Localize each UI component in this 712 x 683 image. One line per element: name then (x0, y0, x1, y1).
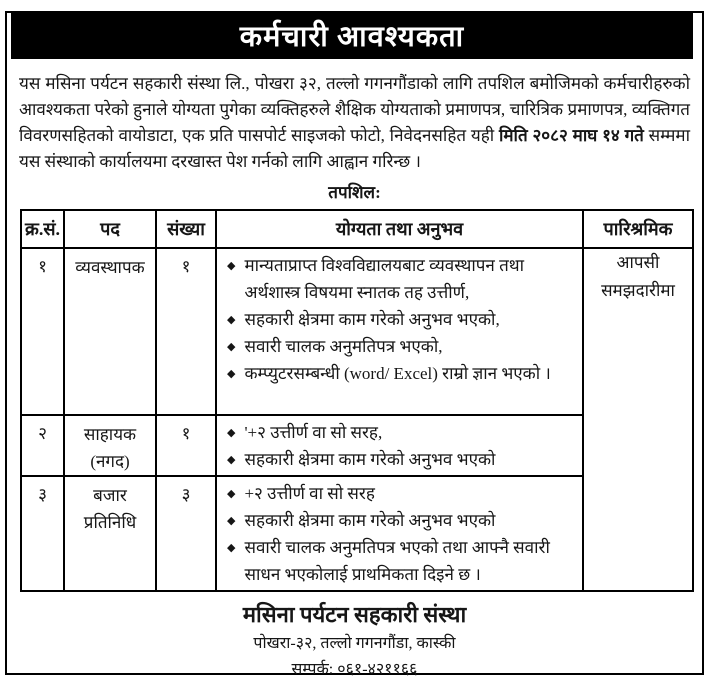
diamond-bullet-icon: ◆ (227, 453, 236, 466)
qualification-item (225, 446, 576, 473)
qualification-text: मान्यताप्राप्त विश्वविद्यालयबाट व्यवस्थापन तथा अर्थशास्त्र विषयमा स्नातक तह उत्तीर्ण, (244, 256, 525, 302)
cell-remuneration: आपसी समझदारीमा (583, 248, 693, 591)
header-post: पद (64, 210, 156, 248)
qualification-item (225, 252, 576, 306)
diamond-bullet-icon: ◆ (227, 367, 236, 380)
qualification-item (225, 507, 576, 534)
diamond-bullet-icon: ◆ (227, 259, 236, 272)
header-count: संख्या (156, 210, 216, 248)
org-address: पोखरा-३२, तल्लो गगनगौंडा, कास्की (253, 635, 456, 652)
qualification-text: सहकारी क्षेत्रमा काम गरेको अनुभव भएको (244, 511, 496, 530)
diamond-bullet-icon: ◆ (227, 514, 236, 527)
cell-count: ३ (156, 476, 216, 591)
table-row (21, 248, 693, 415)
table-header-row (21, 210, 693, 248)
qualification-text: +२ उत्तीर्ण वा सो सरह (244, 484, 375, 503)
qualification-text: सहकारी क्षेत्रमा काम गरेको अनुभव भएको, (244, 310, 500, 329)
diamond-bullet-icon: ◆ (227, 313, 236, 326)
qualification-item (225, 360, 576, 387)
qualification-text: '+२ उत्तीर्ण वा सो सरह, (244, 423, 383, 442)
document-frame (5, 11, 704, 678)
cell-sn: ३ (21, 476, 64, 591)
qualification-list (216, 415, 583, 476)
diamond-bullet-icon: ◆ (227, 541, 236, 554)
qualification-item (225, 534, 576, 588)
intro-text-before-date: यस मसिना पर्यटन सहकारी संस्था लि., पोखरा ३२, तल्लो गगनगौंडाको लागि तपशिल बमोजिमको कर्मचारीहरुको आवश्यकता परेको हुनाले योग्यता पुगेका व्यक्तिहरुले शैक्षिक योग्यताको प्रमाणपत्र, चारित्रिक प्रमाणपत्र, व्यक्तिगत विवरणसहितको वायोडाटा, एक प्रति पासपोर्ट साइजको फोटो, निवेदनसहित यही (19, 74, 690, 145)
cell-post: बजार प्रतिनिधि (64, 476, 156, 591)
org-contact: सम्पर्क: ०६१-४२११६६ (291, 661, 418, 678)
header-sn: क्र.सं. (21, 210, 64, 248)
cell-post: व्यवस्थापक (64, 248, 156, 415)
footer (7, 600, 702, 683)
qualification-list (216, 476, 583, 591)
diamond-bullet-icon: ◆ (227, 340, 236, 353)
qualification-list (216, 248, 583, 415)
header-qualification: योग्यता तथा अनुभव (216, 210, 583, 248)
qualification-text: कम्प्युटरसम्बन्धी (word/ Excel) राम्रो ज्ञान भएको । (244, 364, 551, 383)
deadline-date: मिति २०८२ माघ १४ गते (498, 126, 644, 145)
cell-count: १ (156, 248, 216, 415)
title-bar (11, 11, 693, 59)
details-label: तपशिल: (328, 183, 381, 202)
notice-title: कर्मचारी आवश्यकता (239, 20, 465, 53)
intro-paragraph (19, 71, 690, 175)
org-name: मसिना पर्यटन सहकारी संस्था (242, 602, 467, 627)
diamond-bullet-icon: ◆ (227, 426, 236, 439)
cell-count: १ (156, 415, 216, 476)
diamond-bullet-icon: ◆ (227, 487, 236, 500)
qualification-item (225, 480, 576, 507)
qualification-text: सवारी चालक अनुमतिपत्र भएको तथा आफ्नै सवारी साधन भएकोलाई प्राथमिकता दिइने छ । (244, 538, 550, 584)
intro-text-after-date: सम्ममा यस संस्थाको कार्यालयमा दरखास्त पेश गर्नको लागि आह्वान गरिन्छ । (19, 126, 690, 171)
vacancy-table (20, 209, 694, 592)
cell-post: साहायक (नगद) (64, 415, 156, 476)
cell-sn: १ (21, 248, 64, 415)
qualification-text: सवारी चालक अनुमतिपत्र भएको, (244, 337, 443, 356)
cell-sn: २ (21, 415, 64, 476)
qualification-text: सहकारी क्षेत्रमा काम गरेको अनुभव भएको (244, 450, 496, 469)
header-remuneration: पारिश्रमिक (583, 210, 693, 248)
qualification-item (225, 419, 576, 446)
qualification-item (225, 306, 576, 333)
qualification-item (225, 333, 576, 360)
